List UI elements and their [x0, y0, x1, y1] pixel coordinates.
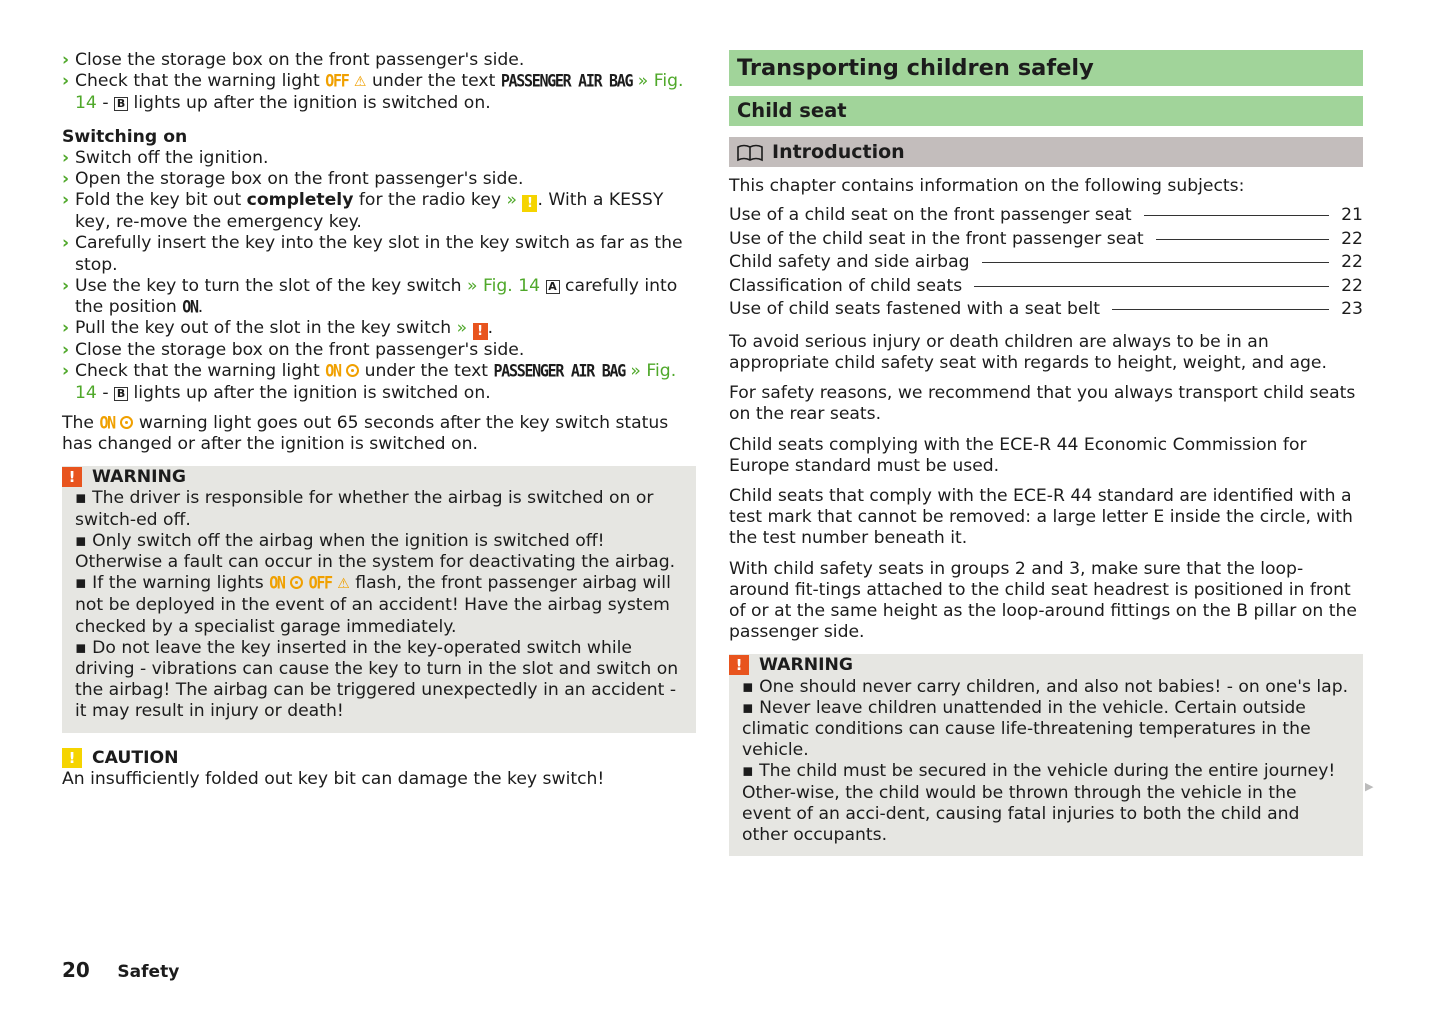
- body-paragraph: Child seats that comply with the ECE-R 44 standard are identified with a test mark that cannot be removed: a large letter E inside the circle, with the test number beneath it.: [729, 485, 1353, 549]
- section-name: Safety: [117, 962, 180, 982]
- toc-leader-line: [974, 286, 1329, 287]
- on-indicator-label: ON: [99, 412, 115, 434]
- off-indicator-label: OFF: [325, 70, 349, 92]
- airbag-on-icon: [290, 576, 303, 589]
- intro-lead: This chapter contains information on the following subjects:: [729, 176, 1245, 196]
- warning-box: [729, 654, 1363, 856]
- chevron-right-icon: ›: [62, 169, 70, 190]
- toc-entry[interactable]: Use of the child seat in the front passenger seat 22: [729, 228, 1363, 249]
- section-title: Child seat: [729, 96, 1363, 126]
- caution-heading: ! CAUTION: [62, 747, 696, 769]
- toc-leader-line: [982, 262, 1329, 263]
- table-of-contents: [729, 205, 1363, 323]
- toc-leader-line: [1112, 309, 1329, 310]
- figure-marker-a: A: [546, 280, 560, 294]
- switching-on-heading: Switching on: [62, 126, 188, 147]
- caution-text: An insufficiently folded out key bit can damage the key switch!: [62, 768, 605, 789]
- passenger-airbag-off-icon: ⚠: [353, 74, 367, 91]
- chevron-right-icon: ›: [62, 71, 70, 92]
- step-fold-key-bit: › Fold the key bit out completely for the radio key » ! . With a KESSY key, re-move the emergency key.: [62, 190, 664, 233]
- warning-icon: !: [62, 467, 82, 487]
- passenger-airbag-off-icon: ⚠: [337, 576, 350, 593]
- warning-box: [62, 466, 696, 732]
- figure-reference-link[interactable]: » Fig. 14: [466, 275, 541, 296]
- toc-entry[interactable]: Classification of child seats 22: [729, 275, 1363, 296]
- step-check-warning-light-off: › Check that the warning light OFF ⚠ under the text PASSENGER AIR BAG » Fig. 14 - B lights up after the ignition is switched on.: [62, 70, 684, 114]
- on-indicator-label: ON: [269, 572, 285, 594]
- caution-reference-link[interactable]: »: [506, 190, 517, 211]
- left-column: [62, 50, 696, 790]
- body-paragraph: Child seats complying with the ECE-R 44 Economic Commission for Europe standard must be used.: [729, 434, 1307, 476]
- chevron-right-icon: ›: [62, 361, 70, 382]
- toc-entry[interactable]: Child safety and side airbag 22: [729, 252, 1363, 273]
- introduction-heading: Introduction: [729, 137, 1363, 167]
- chevron-right-icon: ›: [62, 50, 70, 70]
- toc-entry[interactable]: Use of child seats fastened with a seat belt 23: [729, 299, 1363, 320]
- caution-icon: !: [62, 748, 82, 768]
- step-switch-off-ignition: › Switch off the ignition.: [62, 147, 269, 168]
- step-open-storage-box: › Open the storage box on the front passenger's side.: [62, 169, 524, 190]
- chevron-right-icon: ›: [62, 275, 70, 296]
- step-check-warning-light-on: › Check that the warning light ON under the text PASSENGER AIR BAG » Fig. 14 - B lights up after the ignition is switched on.: [62, 360, 677, 403]
- airbag-on-icon: [346, 364, 359, 377]
- warning-bullet: ▪ The child must be secured in the vehicle during the entire journey! Other-wise, the child would be thrown through the vehicle in the event of an acci-dent, causing fatal injuries to both the child and other occupants.: [742, 761, 1350, 846]
- toc-entry[interactable]: Use of a child seat on the front passenger seat 21: [729, 205, 1363, 226]
- warning-icon: !: [473, 323, 488, 340]
- step-close-storage-box: › Close the storage box on the front passenger's side.: [62, 50, 525, 70]
- page-footer: [62, 958, 179, 982]
- step-pull-key-out: › Pull the key out of the slot in the key switch » ! .: [62, 318, 494, 340]
- body-paragraph: For safety reasons, we recommend that you always transport child seats on the rear seats.: [729, 383, 1356, 425]
- passenger-airbag-label: PASSENGER AIR BAG: [493, 360, 625, 382]
- warning-bullet: ▪ The driver is responsible for whether the airbag is switched on or switch-ed off.: [75, 488, 683, 530]
- continue-arrow-icon: ▶: [1365, 780, 1374, 793]
- body-paragraph: With child safety seats in groups 2 and 3, make sure that the loop-around fit-tings attached to the child seat headrest is positioned in front of or at the same height as the loop-around fittings on the B pillar on the passenger side.: [729, 558, 1357, 643]
- off-indicator-label: OFF: [308, 572, 332, 594]
- warning-heading: ! WARNING: [729, 654, 1350, 676]
- chevron-right-icon: ›: [62, 147, 70, 168]
- right-column: [729, 50, 1363, 856]
- figure-marker-b: B: [114, 97, 128, 111]
- warning-icon: !: [729, 655, 749, 675]
- step-insert-key: › Carefully insert the key into the key slot in the key switch as far as the stop.: [62, 233, 683, 275]
- figure-reference-link[interactable]: » Fig. 14: [75, 71, 684, 114]
- step-turn-key: › Use the key to turn the slot of the key switch » Fig. 14 A carefully into the position ON.: [62, 276, 696, 318]
- caution-box: [62, 747, 696, 790]
- page-number: 20: [62, 958, 90, 982]
- chevron-right-icon: ›: [62, 190, 70, 211]
- warning-bullet: ▪ If the warning lights ON OFF ⚠ flash, the front passenger airbag will not be deployed in the event of an accident! Have the airbag system checked by a specialist garage immediately.: [75, 573, 683, 638]
- on-position-label: ON: [182, 296, 198, 318]
- chevron-right-icon: ›: [62, 318, 70, 339]
- chevron-right-icon: ›: [62, 233, 70, 254]
- figure-marker-b: B: [114, 387, 128, 401]
- on-indicator-label: ON: [325, 360, 341, 382]
- warning-reference-link[interactable]: »: [456, 318, 468, 339]
- warning-bullet: ▪ One should never carry children, and also not babies! - on one's lap.: [742, 677, 1350, 698]
- warning-bullet: ▪ Never leave children unattended in the vehicle. Certain outside climatic conditions can cause life-threatening temperatures in the vehicle.: [742, 698, 1350, 762]
- toc-leader-line: [1144, 215, 1329, 216]
- passenger-airbag-label: PASSENGER AIR BAG: [500, 70, 633, 92]
- airbag-on-icon: [120, 416, 133, 429]
- status-paragraph: The ON warning light goes out 65 seconds after the key switch status has changed or after the ignition is switched on.: [62, 412, 669, 455]
- warning-bullet: ▪ Do not leave the key inserted in the key-operated switch while driving - vibrations can cause the key to turn in the slot and switch on the airbag! The airbag can be triggered unexpectedly in an accident - it may result in injury or death!: [75, 638, 683, 723]
- book-icon: [737, 144, 763, 162]
- chapter-title: Transporting children safely: [729, 50, 1363, 86]
- chevron-right-icon: ›: [62, 340, 70, 361]
- caution-icon: !: [522, 195, 537, 212]
- warning-heading: ! WARNING: [62, 466, 683, 488]
- figure-reference-link[interactable]: » Fig. 14: [75, 361, 677, 403]
- body-paragraph: To avoid serious injury or death children are always to be in an appropriate child safety seat with regards to height, weight, and age.: [729, 331, 1327, 373]
- warning-bullet: ▪ Only switch off the airbag when the ignition is switched off! Otherwise a fault can occur in the system for deactivating the airbag.: [75, 531, 683, 573]
- step-close-storage-box-2: › Close the storage box on the front passenger's side.: [62, 340, 525, 361]
- toc-leader-line: [1156, 239, 1329, 240]
